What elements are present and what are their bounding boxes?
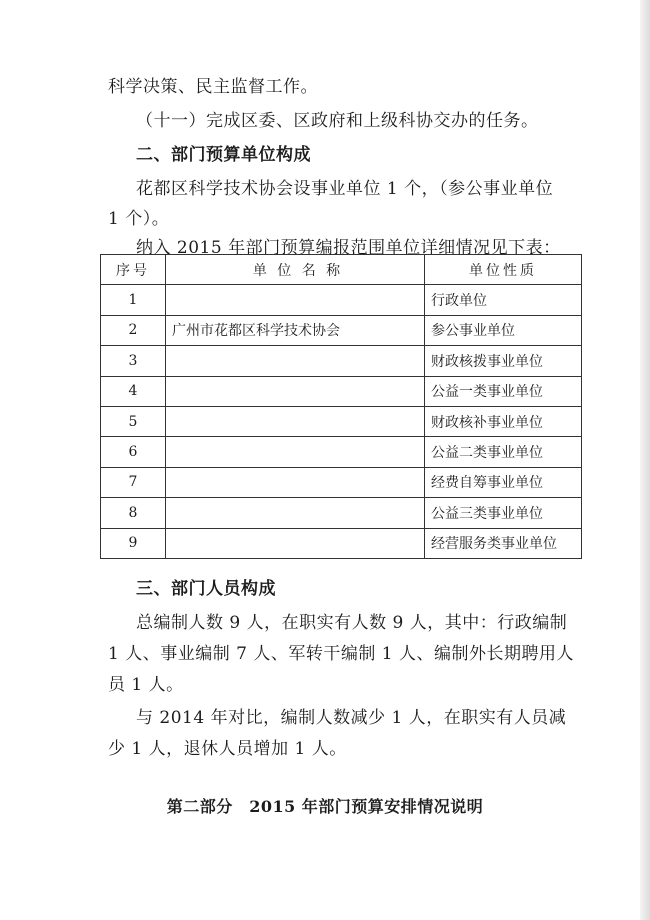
cell-type: 公益二类事业单位	[425, 437, 582, 467]
cell-no: 5	[101, 406, 166, 436]
table-caption: 纳入 2015 年部门预算编报范围单位详细情况见下表：	[136, 238, 561, 258]
header-type: 单位性质	[425, 255, 582, 285]
cell-name	[166, 376, 425, 406]
header-no: 序号	[101, 255, 166, 285]
cell-no: 8	[101, 498, 166, 528]
cell-type: 经费自筹事业单位	[425, 467, 582, 497]
cell-name	[166, 285, 425, 315]
table-row	[101, 498, 582, 528]
cell-name	[166, 528, 425, 558]
text-line: 1 人、事业编制 7 人、军转干编制 1 人、编制外长期聘用人	[108, 644, 574, 664]
text-line: （十一）完成区委、区政府和上级科协交办的任务。	[136, 111, 539, 131]
cell-type: 行政单位	[425, 285, 582, 315]
cell-no: 2	[101, 315, 166, 345]
table-row	[101, 437, 582, 467]
table-row	[101, 346, 582, 376]
cell-name	[166, 437, 425, 467]
header-name: 单 位 名 称	[166, 255, 425, 285]
text-line: 少 1 人，退休人员增加 1 人。	[108, 739, 347, 759]
cell-type: 参公事业单位	[425, 315, 582, 345]
cell-type: 财政核补事业单位	[425, 406, 582, 436]
text-line: 花都区科学技术协会设事业单位 1 个，（参公事业单位	[136, 179, 554, 199]
text-line: 员 1 人。	[108, 675, 184, 695]
cell-name	[166, 346, 425, 376]
table-header-row	[101, 255, 582, 285]
cell-no: 3	[101, 346, 166, 376]
cell-no: 9	[101, 528, 166, 558]
cell-name	[166, 467, 425, 497]
section-heading: 三、部门人员构成	[136, 579, 276, 599]
table-row	[101, 467, 582, 497]
cell-no: 6	[101, 437, 166, 467]
cell-type: 经营服务类事业单位	[425, 528, 582, 558]
cell-type: 财政核拨事业单位	[425, 346, 582, 376]
page-edge-shadow	[640, 0, 650, 920]
table-row	[101, 285, 582, 315]
cell-name: 广州市花都区科学技术协会	[166, 315, 425, 345]
text-line: 科学决策、民主监督工作。	[108, 77, 318, 97]
cell-no: 1	[101, 285, 166, 315]
cell-no: 4	[101, 376, 166, 406]
cell-type: 公益三类事业单位	[425, 498, 582, 528]
cell-no: 7	[101, 467, 166, 497]
cell-type: 公益一类事业单位	[425, 376, 582, 406]
table-row	[101, 528, 582, 558]
section-heading: 二、部门预算单位构成	[136, 145, 311, 165]
table-row	[101, 376, 582, 406]
unit-table	[100, 254, 582, 559]
text-line: 与 2014 年对比，编制人数减少 1 人，在职实有人员减	[136, 708, 567, 728]
text-line: 1 个）。	[108, 209, 170, 229]
part-heading: 第二部分 2015 年部门预算安排情况说明	[166, 797, 484, 816]
text-line: 总编制人数 9 人，在职实有人数 9 人，其中：行政编制	[136, 613, 568, 633]
cell-name	[166, 498, 425, 528]
table-row	[101, 406, 582, 436]
cell-name	[166, 406, 425, 436]
table-row	[101, 315, 582, 345]
